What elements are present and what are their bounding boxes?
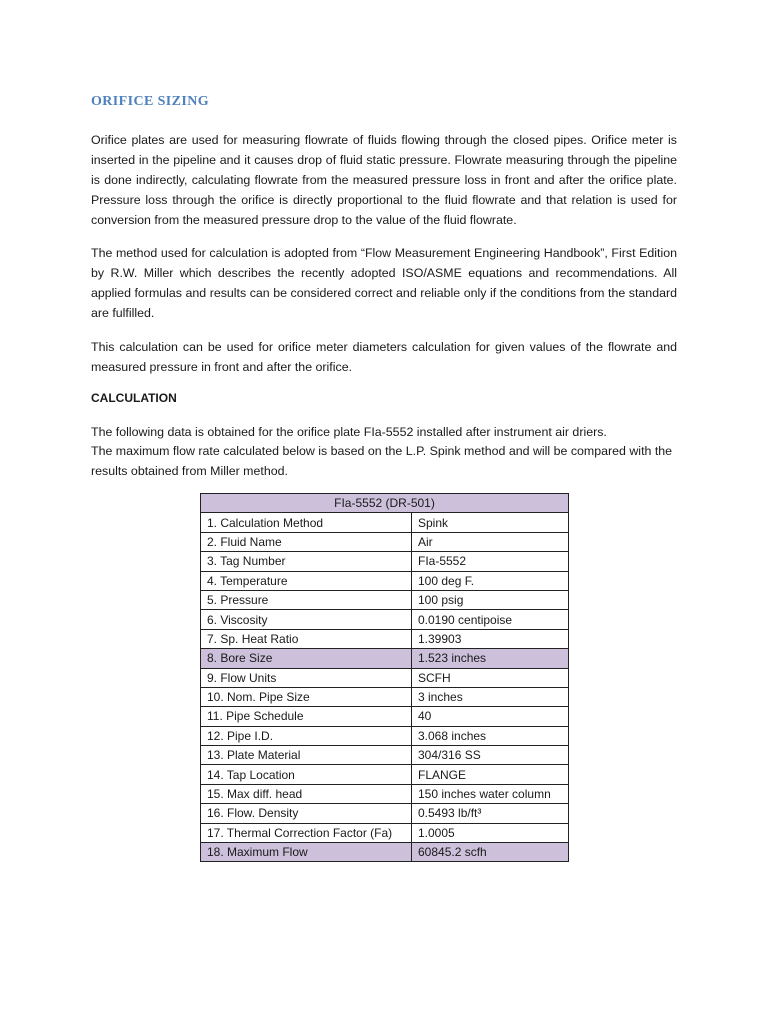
row-value: 0.5493 lb/ft³ — [412, 804, 569, 823]
table-row-flow-density — [201, 804, 569, 823]
calculation-intro-line-2: The maximum flow rate calculated below is based on the L.P. Spink method and will be compared with the results obtained from Miller method. — [91, 444, 673, 478]
row-label: 9. Flow Units — [201, 668, 412, 687]
row-value: 1.39903 — [412, 629, 569, 648]
row-value: 100 psig — [412, 590, 569, 609]
row-value: FIa-5552 — [412, 552, 569, 571]
table-row-fluid-name — [201, 532, 569, 551]
row-label: 12. Pipe I.D. — [201, 726, 412, 745]
row-value: Air — [412, 532, 569, 551]
row-label: 5. Pressure — [201, 590, 412, 609]
row-value: 304/316 SS — [412, 746, 569, 765]
row-value: 60845.2 scfh — [412, 843, 569, 862]
table-row-temperature — [201, 571, 569, 590]
row-label: 14. Tap Location — [201, 765, 412, 784]
method-paragraph: The method used for calculation is adopted from “Flow Measurement Engineering Handbook”, First Edition by R.W. Miller which describes the recently adopted ISO/ASME equations and recommendations. All applied formulas and results can be considered correct and reliable only if the conditions from the standard are fulfilled. — [91, 246, 677, 320]
row-value: 1.0005 — [412, 823, 569, 842]
row-value: Spink — [412, 513, 569, 532]
row-label: 11. Pipe Schedule — [201, 707, 412, 726]
row-value: 0.0190 centipoise — [412, 610, 569, 629]
row-value: SCFH — [412, 668, 569, 687]
row-value: 40 — [412, 707, 569, 726]
intro-paragraph: Orifice plates are used for measuring flowrate of fluids flowing through the closed pipes. Orifice meter is inserted in the pipeline and it causes drop of fluid static pressure. Flowrate measuring through the pipeline is done indirectly, calculating flowrate from the measured pressure loss in front and after the orifice plate. Pressure loss through the orifice is directly proportional to the fluid flowrate and that relation is used for conversion from the measured pressure drop to the value of the fluid flowrate. — [91, 133, 677, 227]
row-label: 16. Flow. Density — [201, 804, 412, 823]
table-row-pipe-schedule — [201, 707, 569, 726]
calculation-heading: CALCULATION — [91, 391, 177, 405]
row-label: 7. Sp. Heat Ratio — [201, 629, 412, 648]
table-row-max-diff-head — [201, 784, 569, 803]
table-row-nom-pipe-size — [201, 687, 569, 706]
table-row-bore-size — [201, 649, 569, 668]
table-row-heat-ratio — [201, 629, 569, 648]
table-row-viscosity — [201, 610, 569, 629]
table-row-flow-units — [201, 668, 569, 687]
table-row-plate-material — [201, 746, 569, 765]
table-caption: FIa-5552 (DR-501) — [201, 494, 569, 513]
row-label: 2. Fluid Name — [201, 532, 412, 551]
table-row-maximum-flow — [201, 843, 569, 862]
row-label: 4. Temperature — [201, 571, 412, 590]
row-value: 1.523 inches — [412, 649, 569, 668]
row-label: 10. Nom. Pipe Size — [201, 687, 412, 706]
row-label: 17. Thermal Correction Factor (Fa) — [201, 823, 412, 842]
row-label: 6. Viscosity — [201, 610, 412, 629]
row-label: 8. Bore Size — [201, 649, 412, 668]
row-value: 150 inches water column — [412, 784, 569, 803]
orifice-data-table — [200, 493, 569, 862]
table-row-pipe-id — [201, 726, 569, 745]
table-row-tag-number — [201, 552, 569, 571]
table-row-tap-location — [201, 765, 569, 784]
row-label: 1. Calculation Method — [201, 513, 412, 532]
calculation-intro-line-1: The following data is obtained for the orifice plate FIa-5552 installed after instrument air driers. — [91, 425, 607, 439]
row-value: 3 inches — [412, 687, 569, 706]
row-label: 18. Maximum Flow — [201, 843, 412, 862]
row-label: 15. Max diff. head — [201, 784, 412, 803]
row-value: 3.068 inches — [412, 726, 569, 745]
row-label: 13. Plate Material — [201, 746, 412, 765]
table-row-thermal-correction — [201, 823, 569, 842]
row-value: 100 deg F. — [412, 571, 569, 590]
usage-paragraph: This calculation can be used for orifice meter diameters calculation for given values of the flowrate and measured pressure in front and after the orifice. — [91, 340, 677, 374]
table-row-calculation-method — [201, 513, 569, 532]
table-row-pressure — [201, 590, 569, 609]
document-title: ORIFICE SIZING — [91, 94, 210, 109]
row-value: FLANGE — [412, 765, 569, 784]
row-label: 3. Tag Number — [201, 552, 412, 571]
calculation-intro — [91, 423, 677, 481]
